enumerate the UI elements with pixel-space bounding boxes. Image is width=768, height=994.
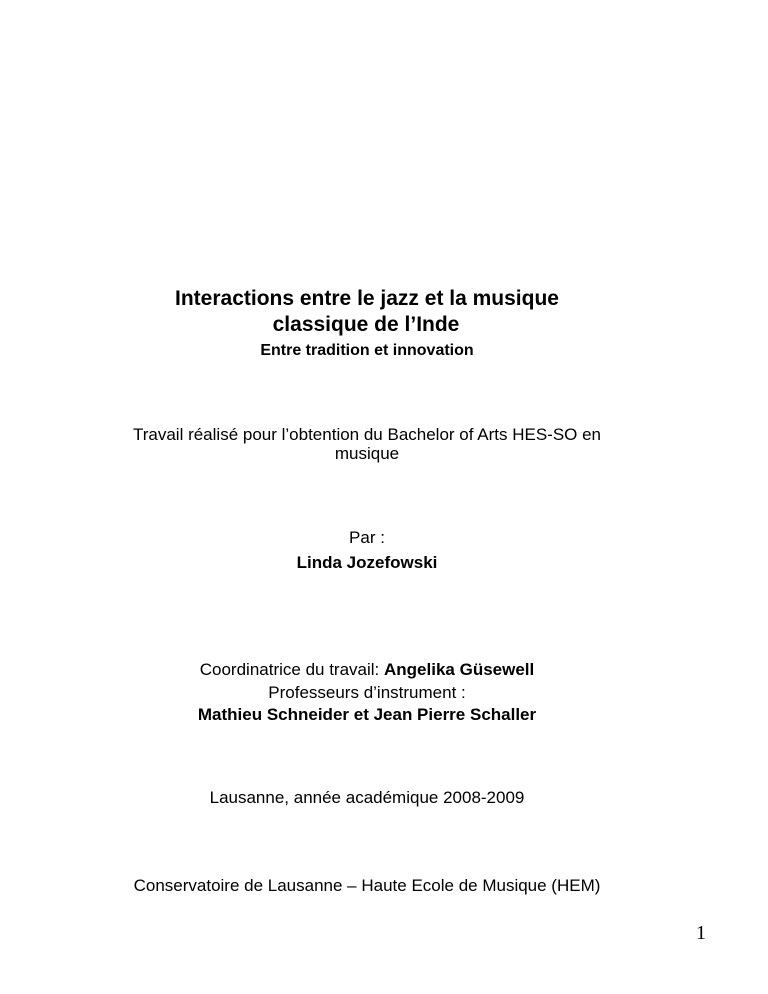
by-label: Par : <box>349 528 385 547</box>
institution: Conservatoire de Lausanne – Haute Ecole de Musique (HEM) <box>133 876 601 895</box>
instrument-professors-label: Professeurs d’instrument : <box>268 683 466 702</box>
instrument-professors-names: Mathieu Schneider et Jean Pierre Schaller <box>197 705 537 724</box>
coordinator-label: Coordinatrice du travail: <box>199 660 385 679</box>
coordinator-line <box>0 660 751 680</box>
author-name: Linda Jozefowski <box>296 553 438 572</box>
title-line-2: classique de l’Inde <box>272 313 460 336</box>
purpose-line-2: musique <box>334 444 400 463</box>
title-line-1: Interactions entre le jazz et la musique <box>175 287 559 310</box>
subtitle: Entre tradition et innovation <box>260 342 474 359</box>
coordinator-name: Angelika Güsewell <box>384 660 535 679</box>
purpose-line-1: Travail réalisé pour l’obtention du Bachelor of Arts HES-SO en <box>132 425 602 444</box>
page-number: 1 <box>696 922 706 944</box>
place-and-year: Lausanne, année académique 2008-2009 <box>209 788 525 807</box>
